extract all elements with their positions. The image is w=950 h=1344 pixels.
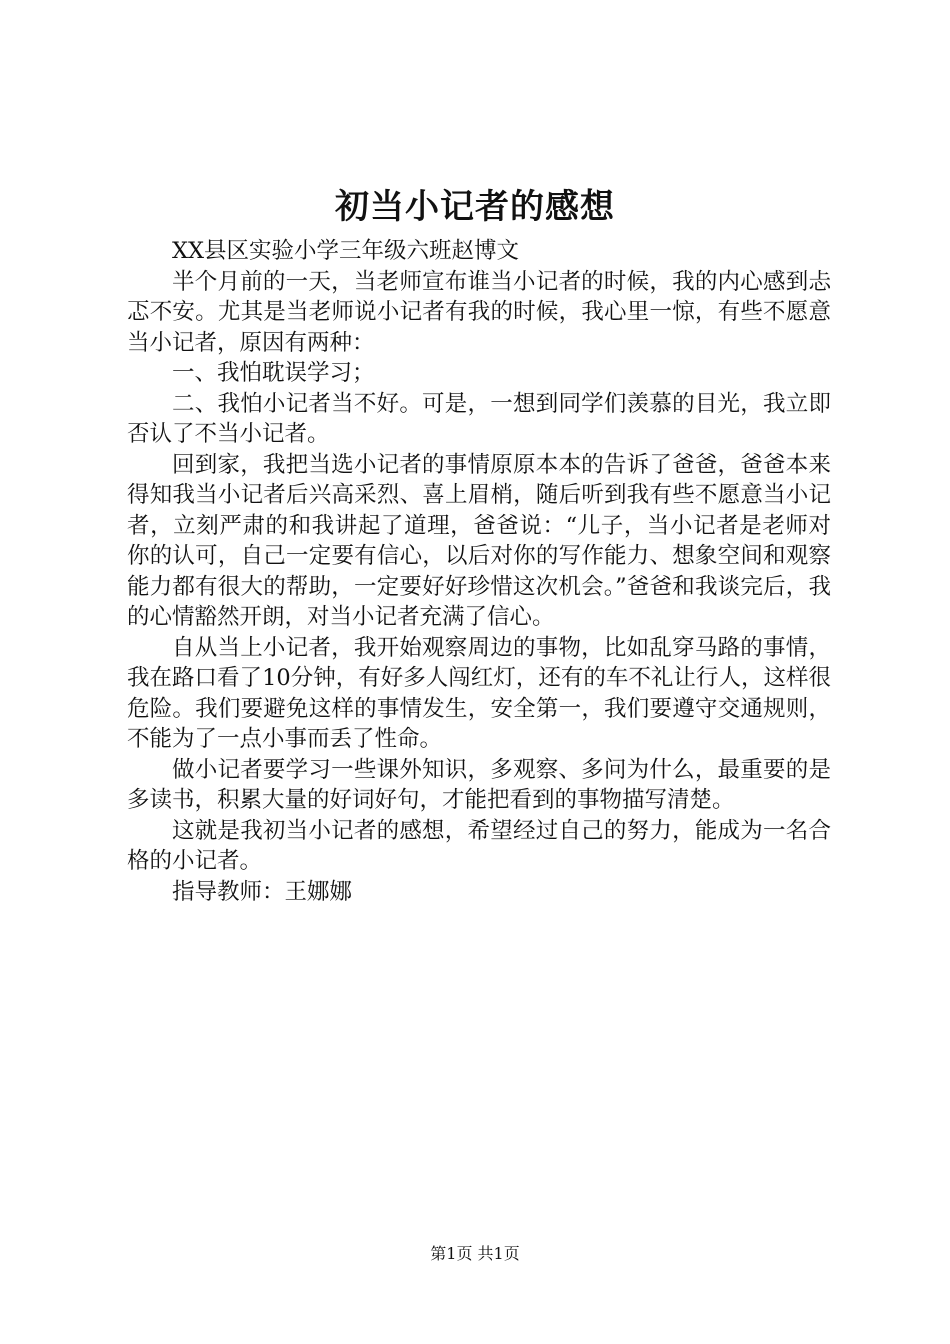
paragraph: 半个月前的一天，当老师宣布谁当小记者的时候，我的内心感到忐忑不安。尤其是当老师说小记者有我的时候，我心里一惊，有些不愿意当小记者，原因有两种：	[127, 268, 831, 356]
paragraph: 二、我怕小记者当不好。可是，一想到同学们羡慕的目光，我立即否认了不当小记者。	[127, 390, 831, 447]
author-line: XX县区实验小学三年级六班赵博文	[172, 238, 520, 264]
teacher-line: 指导教师：王娜娜	[172, 878, 353, 905]
paragraph: 自从当上小记者，我开始观察周边的事物，比如乱穿马路的事情，我在路口看了10分钟，有好多人闯红灯，还有的车不礼让行人，这样很危险。我们要避免这样的事情发生，安全第一，我们要遵守交通规则，不能为了一点小事而丢了性命。	[127, 634, 831, 752]
paragraph: 做小记者要学习一些课外知识，多观察、多问为什么，最重要的是多读书，积累大量的好词好句，才能把看到的事物描写清楚。	[127, 756, 831, 813]
paragraph: 一、我怕耽误学习；	[172, 360, 375, 386]
paragraph: 回到家，我把当选小记者的事情原原本本的告诉了爸爸，爸爸本来得知我当小记者后兴高采烈、喜上眉梢，随后听到我有些不愿意当小记者，立刻严肃的和我讲起了道理，爸爸说：“儿子，当小记者是老师对你的认可，自己一定要有信心，以后对你的写作能力、想象空间和观察能力都有很大的帮助，一定要好好珍惜这次机会。”爸爸和我谈完后，我的心情豁然开朗，对当小记者充满了信心。	[127, 451, 831, 630]
document-title: 初当小记者的感想	[335, 187, 615, 227]
document-body	[127, 236, 831, 907]
paragraph: 这就是我初当小记者的感想，希望经过自己的努力，能成为一名合格的小记者。	[127, 817, 831, 874]
page-footer: 第1页 共1页	[430, 1244, 520, 1263]
